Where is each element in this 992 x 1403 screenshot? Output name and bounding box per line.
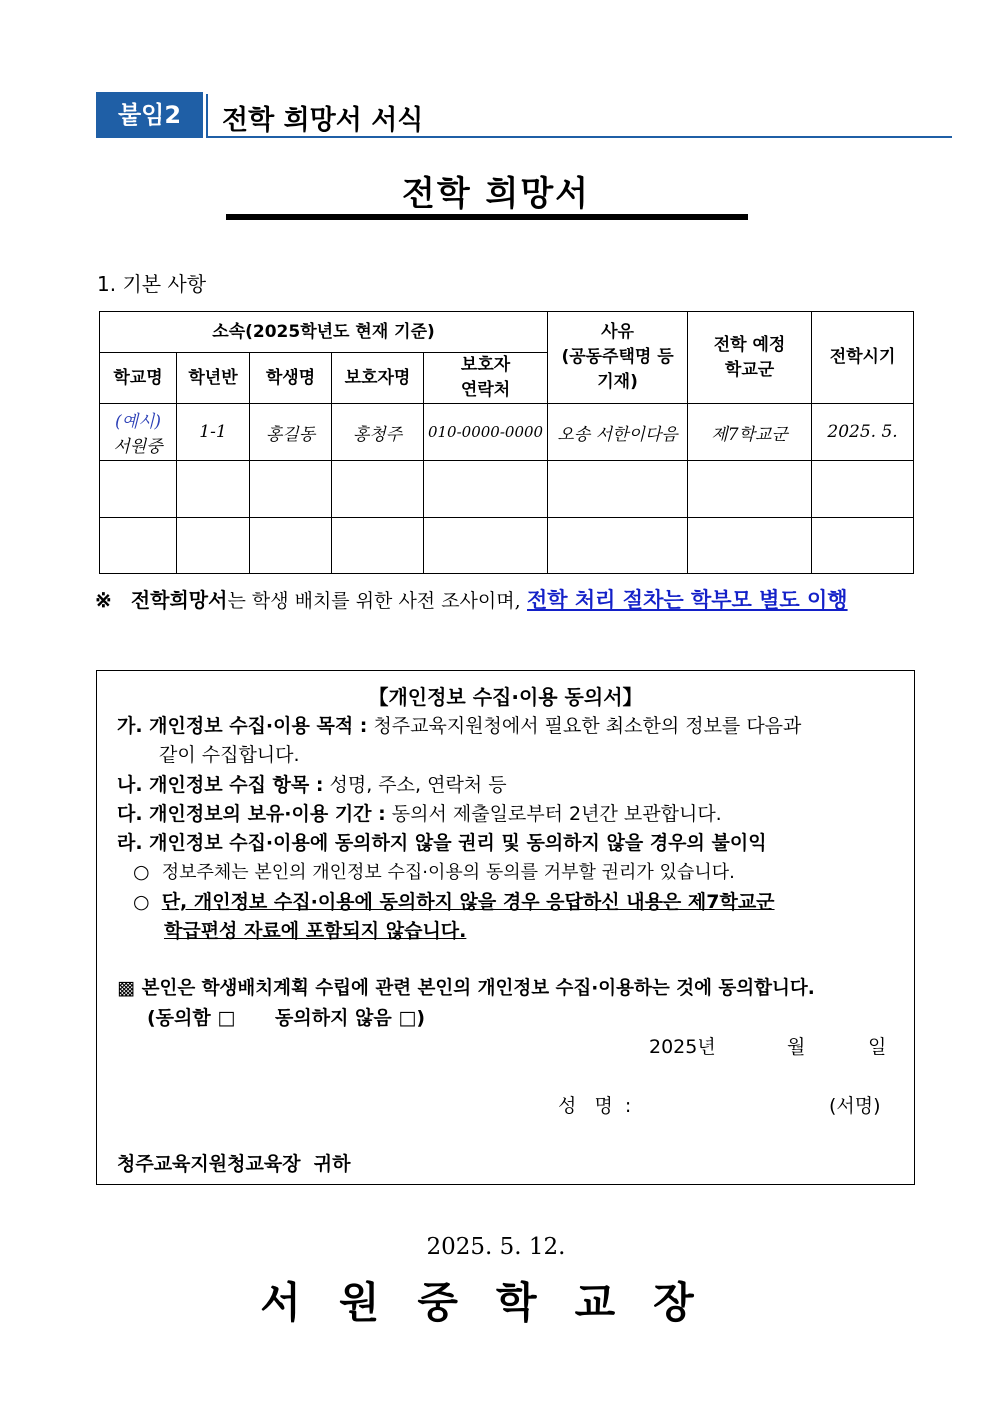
consent-box [96, 670, 915, 1185]
consent-date-day: 일 [868, 1036, 887, 1058]
note-bold: 전학희망서 [130, 588, 228, 612]
cell[interactable] [332, 461, 424, 518]
consent-d-item1: ○ 정보주체는 본인의 개인정보 수집·이용의 동의를 거부할 권리가 있습니다. [133, 861, 735, 883]
consent-b: 나. 개인정보 수집 항목 : 성명, 주소, 연락처 등 [117, 774, 507, 796]
note-highlight: 전학 처리 절차는 학부모 별도 이행 [527, 588, 848, 612]
cell[interactable] [177, 461, 250, 518]
basic-info-table [99, 311, 914, 574]
agree-statement: ▩ 본인은 학생배치계획 수립에 관련 본인의 개인정보 수집·이용하는 것에 동의합니다. [117, 977, 815, 999]
consent-a-cont: 같이 수집합니다. [159, 744, 300, 766]
cell[interactable] [177, 518, 250, 574]
example-reason: 오송 서한이다음 [548, 404, 688, 461]
section-heading: 1. 기본 사항 [97, 272, 207, 296]
recipient: 청주교육지원청교육장 귀하 [117, 1153, 351, 1175]
example-timing: 2025. 5. [812, 404, 914, 461]
footer-signer: 서원중학교장 [260, 1278, 732, 1327]
header-separator [206, 94, 208, 136]
cell[interactable] [548, 461, 688, 518]
cell[interactable] [100, 518, 177, 574]
reason-header: 사유 (공동주택명 등 기재) [548, 312, 688, 404]
header-title: 전학 희망서 서식 [222, 105, 424, 136]
example-guardian: 홍청주 [332, 404, 424, 461]
example-student: 홍길동 [250, 404, 332, 461]
cell[interactable] [688, 461, 812, 518]
sign-label: 성 명 : [558, 1095, 632, 1117]
consent-date-month: 월 [787, 1036, 806, 1058]
sign-hint[interactable]: (서명) [829, 1095, 881, 1117]
consent-date-year: 2025년 [649, 1036, 716, 1058]
consent-d-item2-cont: 학급편성 자료에 포함되지 않습니다. [164, 920, 467, 942]
col-class: 학년반 [177, 353, 250, 404]
consent-d: 라. 개인정보 수집·이용에 동의하지 않을 권리 및 동의하지 않을 경우의 불이익 [117, 832, 767, 854]
footer-date: 2025. 5. 12. [426, 1234, 566, 1260]
target-school-header: 전학 예정 학교군 [688, 312, 812, 404]
header-underline [206, 136, 952, 138]
cell[interactable] [250, 461, 332, 518]
agree-yes-checkbox[interactable]: (동의함 □ [147, 1007, 236, 1029]
note-mark: ※ [95, 588, 112, 612]
title-rule [226, 214, 748, 220]
table-row-empty [100, 461, 914, 518]
col-school: 학교명 [100, 353, 177, 404]
header-bar [96, 92, 952, 138]
cell[interactable] [812, 461, 914, 518]
cell[interactable] [812, 518, 914, 574]
col-guardian-contact: 보호자 연락처 [424, 353, 548, 404]
note-text: 는 학생 배치를 위한 사전 조사이며, [227, 590, 521, 612]
agree-no-checkbox[interactable]: 동의하지 않음 □) [275, 1007, 426, 1029]
table-row-empty [100, 518, 914, 574]
cell[interactable] [424, 461, 548, 518]
example-class: 1-1 [177, 404, 250, 461]
note [95, 584, 848, 614]
consent-c: 다. 개인정보의 보유·이용 기간 : 동의서 제출일로부터 2년간 보관합니다. [117, 803, 722, 825]
col-student: 학생명 [250, 353, 332, 404]
cell[interactable] [332, 518, 424, 574]
cell[interactable] [250, 518, 332, 574]
document-title: 전학 희망서 [401, 174, 591, 214]
group-header: 소속(2025학년도 현재 기준) [100, 312, 548, 353]
consent-a: 가. 개인정보 수집·이용 목적 : 청주교육지원청에서 필요한 최소한의 정보를 다음과 [117, 715, 802, 737]
example-phone: 010-0000-0000 [424, 404, 548, 461]
cell[interactable] [424, 518, 548, 574]
cell[interactable] [548, 518, 688, 574]
consent-title: 【개인정보 수집·이용 동의서】 [368, 685, 643, 709]
timing-header: 전학시기 [812, 312, 914, 404]
cell[interactable] [100, 461, 177, 518]
consent-d-item2: ○ 단, 개인정보 수집·이용에 동의하지 않을 경우 응답하신 내용은 제7학교군 [133, 891, 775, 913]
col-guardian: 보호자명 [332, 353, 424, 404]
table-row-example [100, 404, 914, 461]
example-school: (예시) 서원중 [100, 404, 177, 461]
attachment-tag: 붙임2 [96, 92, 203, 138]
agree-options [147, 1003, 425, 1030]
cell[interactable] [688, 518, 812, 574]
example-target: 제7학교군 [688, 404, 812, 461]
